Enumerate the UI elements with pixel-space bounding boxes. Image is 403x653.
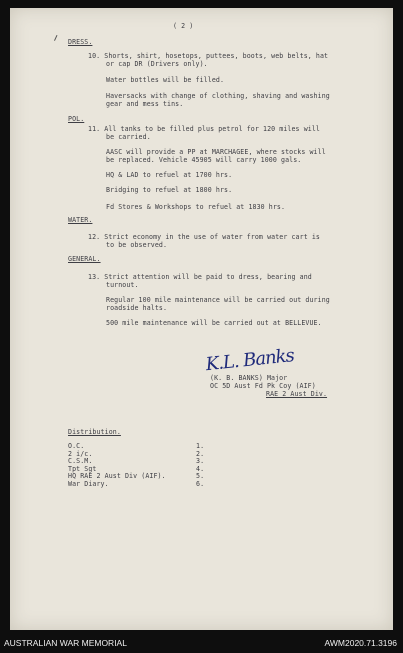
signatory-division: RAE 2 Aust Div. xyxy=(266,390,328,398)
fd-stores-refuel: Fd Stores & Workshops to refuel at 1830 hrs. xyxy=(106,203,286,211)
distribution-heading: Distribution. xyxy=(68,428,121,436)
item12-line1: 12. Strict economy in the use of water from water cart is xyxy=(88,233,320,241)
item13-line1: 13. Strict attention will be paid to dress, bearing and xyxy=(88,273,312,281)
aasc-line1: AASC will provide a PP at MARCHAGEE, where stocks will xyxy=(106,148,326,156)
dress-heading: DRESS. xyxy=(68,38,93,46)
hq-lad-refuel: HQ & LAD to refuel at 1700 hrs. xyxy=(106,171,233,179)
haversacks-line1: Haversacks with change of clothing, shaving and washing xyxy=(106,92,330,100)
distribution-copy-number: 4. xyxy=(196,464,205,473)
footer-institution: AUSTRALIAN WAR MEMORIAL xyxy=(4,638,127,648)
item10-line2: or cap DR (Drivers only). xyxy=(106,60,208,68)
haversacks-line2: gear and mess tins. xyxy=(106,100,184,108)
page-number: ( 2 ) xyxy=(173,22,194,30)
distribution-copy-number: 6. xyxy=(196,479,205,488)
distribution-recipient: O.C. xyxy=(68,442,85,450)
regular-maint-line2: roadside halts. xyxy=(106,304,168,312)
distribution-recipient: 2 i/c. xyxy=(68,449,93,458)
item11-line2: be carried. xyxy=(106,133,151,141)
item13-line2: turnout. xyxy=(106,281,139,289)
distribution-recipient: War Diary. xyxy=(68,479,109,488)
distribution-recipient: HQ RAE 2 Aust Div (AIF). xyxy=(68,472,166,480)
document-page xyxy=(10,8,393,630)
aasc-line2: be replaced. Vehicle 45905 will carry 1000 gals. xyxy=(106,156,302,164)
footer-accession: AWM2020.71.3196 xyxy=(324,638,397,648)
item10-line1: 10. Shorts, shirt, hosetops, puttees, boots, web belts, hat xyxy=(88,52,329,60)
general-heading: GENERAL. xyxy=(68,255,101,263)
distribution-recipient: Tpt Sgt xyxy=(68,464,97,473)
signatory-name: (K. B. BANKS) Major xyxy=(210,374,288,382)
distribution-copy-number: 1. xyxy=(196,442,205,450)
water-heading: WATER. xyxy=(68,216,93,224)
water-bottles-text: Water bottles will be filled. xyxy=(106,76,225,84)
maint-500: 500 mile maintenance will be carried out at BELLEVUE. xyxy=(106,319,322,327)
pol-heading: POL. xyxy=(68,115,85,123)
item11-line1: 11. All tanks to be filled plus petrol for 120 miles will xyxy=(88,125,320,133)
distribution-recipient: C.S.M. xyxy=(68,457,93,465)
regular-maint-line1: Regular 100 mile maintenance will be carried out during xyxy=(106,296,330,304)
bridging-refuel: Bridging to refuel at 1800 hrs. xyxy=(106,186,233,194)
distribution-copy-number: 3. xyxy=(196,457,205,465)
signature: K.L. Banks xyxy=(204,345,295,376)
distribution-copy-number: 2. xyxy=(196,449,205,458)
signatory-unit: OC 5D Aust Fd Pk Coy (AIF) xyxy=(210,382,316,390)
pencil-mark xyxy=(54,35,62,43)
item12-line2: to be observed. xyxy=(106,241,168,249)
distribution-copy-number: 5. xyxy=(196,472,205,480)
